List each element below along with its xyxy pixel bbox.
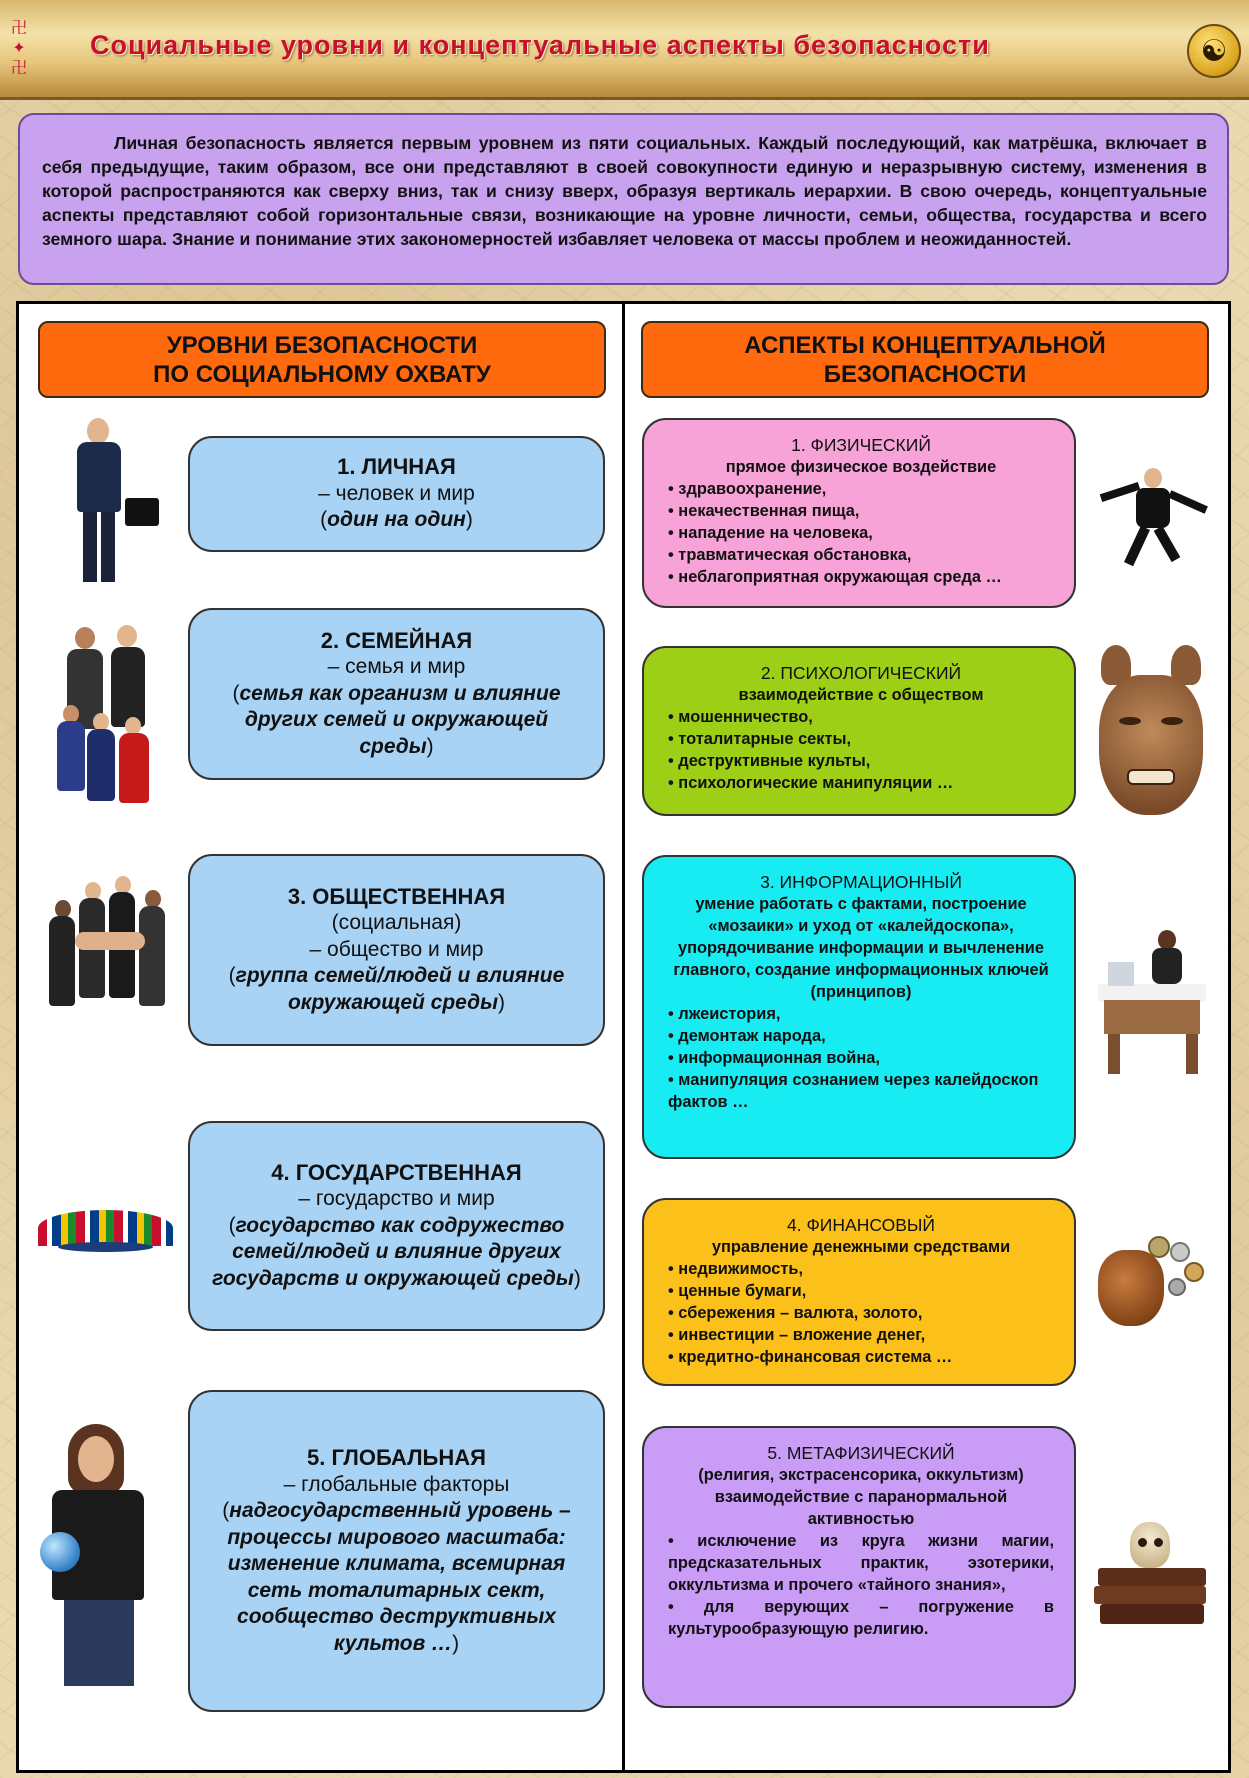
list-item: • тоталитарные секты, <box>668 728 1054 750</box>
intro-text: Личная безопасность является первым уровнем из пяти социальных. Каждый последующий, как матрёшка, включает в себя предыдущие, таким образом, все они представляют в своей совокупности единую и неразрывную систему, изменения в которой распространяются как сверху вниз, так и снизу вверх, образуя вертикаль иерархии. В свою очередь, концептуальные аспекты представляют собой горизонтальные связи, возникающие на уровне личности, семьи, общества, государства и всего земного шара. Знание и понимание этих закономерностей избавляет человека от массы проблем и неожиданностей. <box>42 133 1207 249</box>
list-item: • манипуляция сознанием через калейдоскоп фактов … <box>668 1069 1054 1113</box>
aspect-box-informational <box>642 855 1076 1159</box>
level-detail: (государство как содружество семей/людей и влияние других государств и окружающей среды) <box>212 1213 581 1290</box>
list-item: • ценные бумаги, <box>668 1280 1054 1302</box>
people-circle-hands-photo <box>45 872 175 1012</box>
level-detail: (группа семей/людей и влияние окружающей среды) <box>228 964 565 1014</box>
level-title: 5. ГЛОБАЛЬНАЯ <box>307 1445 486 1470</box>
list-item: • психологические манипуляции … <box>668 772 1054 794</box>
right-header-line1: АСПЕКТЫ КОНЦЕПТУАЛЬНОЙ <box>744 331 1106 359</box>
aspect-box-psychological <box>642 646 1076 816</box>
list-item: • некачественная пища, <box>668 500 1054 522</box>
aspect-box-metaphysical <box>642 1426 1076 1708</box>
page-title: Социальные уровни и концептуальные аспекты безопасности <box>90 30 990 60</box>
list-item: • мошенничество, <box>668 706 1054 728</box>
header-banner <box>0 0 1249 100</box>
list-item: • исключение из круга жизни магии, предсказательных практик, эзотерики, оккультизма и прочего «тайного знания», <box>668 1530 1054 1596</box>
list-item: • здравоохранение, <box>668 478 1054 500</box>
left-column-header <box>38 321 606 398</box>
ornament-icon: 卍 ✦ 卍 <box>10 18 27 77</box>
aspect-box-financial <box>642 1198 1076 1386</box>
yin-yang-dragon-icon: ☯ <box>1187 24 1241 78</box>
list-item: • кредитно-финансовая система … <box>668 1346 1054 1368</box>
woman-at-cluttered-desk-photo <box>1094 928 1210 1078</box>
list-item: • травматическая обстановка, <box>668 544 1054 566</box>
girl-holding-globe-photo <box>38 1424 168 1689</box>
level-title: 4. ГОСУДАРСТВЕННАЯ <box>271 1159 522 1185</box>
aspect-description: взаимодействие с обществом <box>738 686 984 704</box>
aspect-description: (религия, экстрасенсорика, оккультизм) <box>698 1466 1024 1484</box>
money-pouch-and-coins-photo <box>1094 1232 1210 1330</box>
list-item: • недвижимость, <box>668 1258 1054 1280</box>
carved-wooden-mask-photo <box>1095 645 1207 820</box>
family-group-photo <box>55 625 165 810</box>
businessman-with-briefcase-photo <box>55 418 175 588</box>
aspect-list <box>668 1530 1054 1640</box>
level-subtitle: – человек и мир <box>318 481 475 505</box>
right-column-header <box>641 321 1209 398</box>
level-subtitle: (социальная) <box>331 911 462 935</box>
list-item: • деструктивные культы, <box>668 750 1054 772</box>
list-item: • инвестиции – вложение денег, <box>668 1324 1054 1346</box>
list-item: • информационная война, <box>668 1047 1054 1069</box>
aspect-list <box>668 1258 1054 1368</box>
list-item: • демонтаж народа, <box>668 1025 1054 1047</box>
level-subtitle-2: – общество и мир <box>309 937 484 961</box>
level-title: 1. ЛИЧНАЯ <box>337 454 456 480</box>
list-item: • для верующих – погружение в культурообразующую религию. <box>668 1596 1054 1640</box>
aspect-title: 3. ИНФОРМАЦИОННЫЙ <box>760 872 962 892</box>
jumping-businessman-photo <box>1096 468 1212 568</box>
intro-box <box>18 113 1229 285</box>
level-detail: (один на один) <box>320 508 473 532</box>
level-box-family <box>188 608 605 780</box>
aspect-title: 1. ФИЗИЧЕСКИЙ <box>791 435 931 455</box>
level-title: 2. СЕМЕЙНАЯ <box>320 627 473 653</box>
level-detail: (надгосударственный уровень – процессы мирового масштаба: изменение климата, всемирная сеть тоталитарных сект, сообщество деструктивных культов …) <box>222 1499 571 1655</box>
aspect-list <box>668 706 1054 794</box>
level-subtitle: – государство и мир <box>298 1187 495 1211</box>
level-title: 3. ОБЩЕСТВЕННАЯ <box>287 883 506 909</box>
level-subtitle: – глобальные факторы <box>283 1472 510 1496</box>
left-header-line2: ПО СОЦИАЛЬНОМУ ОХВАТУ <box>153 360 491 388</box>
list-item: • сбережения – валюта, золото, <box>668 1302 1054 1324</box>
aspect-list <box>668 1003 1054 1113</box>
level-box-personal <box>188 436 605 552</box>
aspect-description: прямое физическое воздействие <box>725 458 997 476</box>
level-box-social <box>188 854 605 1046</box>
list-item: • лжеистория, <box>668 1003 1054 1025</box>
aspect-list <box>668 478 1054 588</box>
level-box-state <box>188 1121 605 1331</box>
skull-on-books-photo <box>1094 1520 1210 1630</box>
aspect-description: управление денежными средствами <box>711 1238 1011 1256</box>
aspect-title: 2. ПСИХОЛОГИЧЕСКИЙ <box>760 663 962 683</box>
level-subtitle: – семья и мир <box>327 655 466 679</box>
right-header-line2: БЕЗОПАСНОСТИ <box>823 360 1027 388</box>
aspect-title: 5. МЕТАФИЗИЧЕСКИЙ <box>767 1443 955 1463</box>
list-item: • неблагоприятная окружающая среда … <box>668 566 1054 588</box>
column-divider <box>622 301 625 1773</box>
aspect-box-physical <box>642 418 1076 608</box>
list-item: • нападение на человека, <box>668 522 1054 544</box>
left-header-line1: УРОВНИ БЕЗОПАСНОСТИ <box>166 331 478 359</box>
level-detail: (семья как организм и влияние других семей и окружающей среды) <box>232 681 561 758</box>
aspect-title: 4. ФИНАНСОВЫЙ <box>787 1215 935 1235</box>
aspect-description: умение работать с фактами, построение «мозаики» и уход от «калейдоскопа», упорядочивание информации и вычленение главного, создание информационных ключей (принципов) <box>673 895 1049 1001</box>
aspect-description-2: взаимодействие с паранормальной активностью <box>714 1488 1008 1528</box>
world-flags-photo <box>38 1196 173 1256</box>
level-box-global <box>188 1390 605 1712</box>
